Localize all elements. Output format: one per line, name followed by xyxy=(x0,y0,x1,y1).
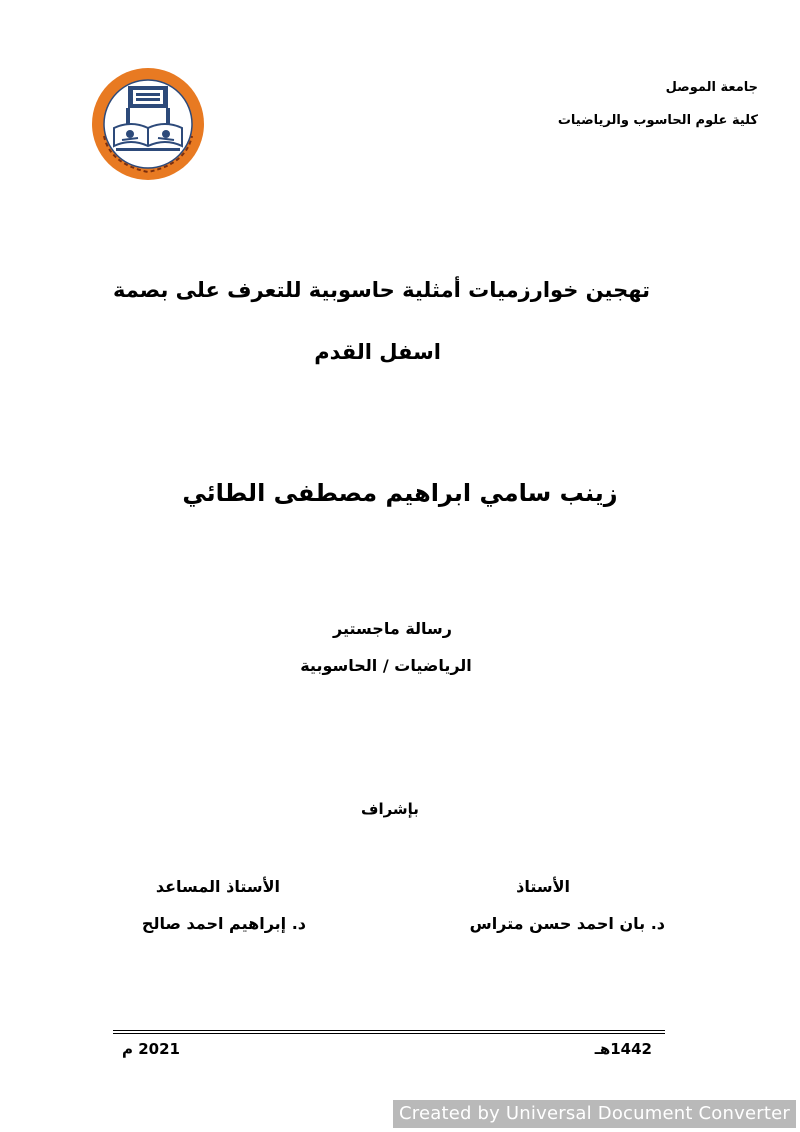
degree-type: رسالة ماجستير xyxy=(333,619,452,638)
college-name: كلية علوم الحاسوب والرياضيات xyxy=(557,113,758,128)
supervisor2-title: الأستاذ المساعد xyxy=(155,877,280,896)
converter-watermark: Created by Universal Document Converter xyxy=(393,1100,796,1128)
footer-divider xyxy=(113,1030,665,1031)
supervisor1-name: د. بان احمد حسن متراس xyxy=(469,914,665,933)
university-seal-logo xyxy=(90,66,206,182)
year-hijri: 1442هـ xyxy=(594,1040,652,1058)
degree-field: الرياضيات / الحاسوبية xyxy=(300,656,472,675)
year-gregorian: 2021 م xyxy=(122,1040,180,1058)
supervisor1-title: الأستاذ xyxy=(516,877,570,896)
university-name: جامعة الموصل xyxy=(665,80,758,95)
thesis-title-line1: تهجين خوارزميات أمثلية حاسوبية للتعرف على بصمة xyxy=(112,278,650,302)
supervision-label: بإشراف xyxy=(361,800,419,818)
supervisor2-name: د. إبراهيم احمد صالح xyxy=(141,914,306,933)
author-name: زينب سامي ابراهيم مصطفى الطائي xyxy=(182,479,618,507)
thesis-title-line2: اسفل القدم xyxy=(314,340,441,364)
